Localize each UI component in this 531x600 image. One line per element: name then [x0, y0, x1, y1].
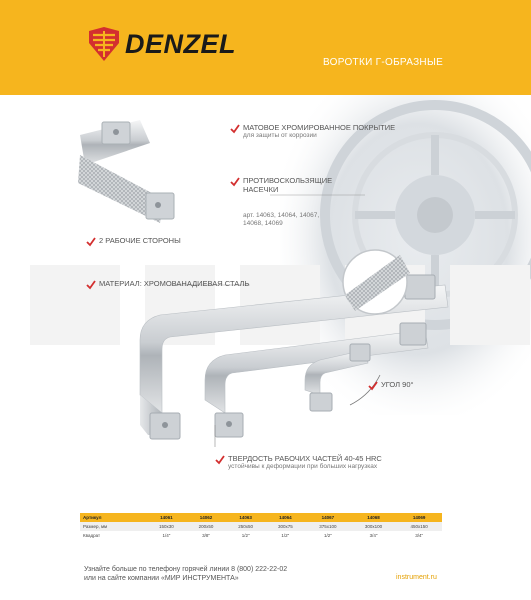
table-header-cell: 14068: [367, 515, 380, 520]
table-cell: 1/2": [281, 533, 290, 538]
feature-hardness-subtitle: устойчивы к деформации при больших нагрузках: [228, 463, 378, 470]
table-header-cell: 14067: [321, 515, 335, 520]
table-header-cell: 14063: [239, 515, 252, 520]
table-header-cell: 14061: [160, 515, 173, 520]
check-icon: [86, 280, 96, 290]
table-header-cell: 14062: [199, 515, 213, 520]
contact-line-company: или на сайте компании «МИР ИНСТРУМЕНТА»: [84, 575, 239, 582]
check-icon: [368, 381, 378, 391]
table-cell: Квадрат: [83, 533, 101, 538]
denzel-logo-icon: [89, 27, 119, 61]
knurl-articles-line-1: арт. 14063, 14064, 14067,: [243, 212, 320, 219]
table-cell: 1/4": [162, 533, 171, 538]
feature-knurl-title-2: НАСЕЧКИ: [243, 185, 279, 194]
table-cell: Размер, мм: [83, 524, 108, 529]
feature-knurl-articles: [243, 212, 319, 228]
table-cell: 300х100: [364, 524, 383, 529]
header-bar: [0, 0, 531, 95]
closeup-knurled-end: [78, 155, 174, 223]
table-cell: 3/4": [369, 533, 378, 538]
check-icon: [86, 237, 96, 247]
knurl-articles-line-2: 14068, 14069: [243, 220, 283, 227]
table-cell: 300х75: [277, 524, 293, 529]
table-cell: 3/4": [415, 533, 424, 538]
feature-sides: [86, 236, 181, 247]
table-row: [80, 522, 442, 531]
feature-sides-label: 2 РАБОЧИЕ СТОРОНЫ: [99, 236, 181, 245]
feature-hardness: [215, 454, 382, 471]
feature-knurl-title-1: ПРОТИВОСКОЛЬЗЯЩИЕ: [243, 176, 333, 185]
table-row: [80, 531, 442, 540]
product-tools-illustration: [0, 95, 531, 505]
feature-material: [86, 279, 249, 290]
table-header-cell: Артикул: [83, 515, 102, 520]
feature-angle-label: УГОЛ 90°: [381, 380, 414, 389]
page-title: ВОРОТКИ Г-ОБРАЗНЫЕ: [323, 57, 444, 68]
spec-table-header-row: [80, 513, 442, 522]
table-cell: 150х30: [159, 524, 174, 529]
check-icon: [215, 455, 225, 465]
feature-hardness-title: ТВЕРДОСТЬ РАБОЧИХ ЧАСТЕЙ 40-45 HRC: [228, 454, 382, 463]
table-cell: 1/2": [324, 533, 332, 538]
feature-material-label: МАТЕРИАЛ: ХРОМОВАНАДИЕВАЯ СТАЛЬ: [99, 279, 250, 288]
table-cell: 450х150: [410, 524, 428, 529]
table-cell: 200х50: [198, 524, 214, 529]
table-cell: 3/8": [202, 533, 210, 538]
table-cell: 375х100: [319, 524, 337, 529]
table-cell: 1/2": [241, 533, 250, 538]
table-cell: 250х50: [238, 524, 254, 529]
product-hero: [0, 95, 531, 505]
closeup-square-end: [80, 120, 150, 165]
feature-chrome-title: МАТОВОЕ ХРОМИРОВАННОЕ ПОКРЫТИЕ: [243, 123, 396, 132]
brand-name: DENZEL: [125, 28, 236, 59]
feature-angle: [368, 380, 414, 391]
check-icon: [230, 177, 240, 187]
feature-knurl: [230, 176, 332, 194]
table-header-cell: 14064: [279, 515, 292, 520]
brand-logo: [89, 27, 236, 61]
feature-chrome: [230, 123, 395, 140]
table-header-cell: 14069: [412, 515, 426, 520]
check-icon: [230, 124, 240, 134]
feature-chrome-subtitle: для защиты от коррозии: [243, 132, 317, 139]
contact-line-phone: Узнайте больше по телефону горячей линии 8 (800) 222-22-02: [84, 566, 288, 573]
website-link[interactable]: instrument.ru: [396, 574, 437, 581]
spec-table: [80, 513, 442, 540]
contact-info: [84, 565, 287, 583]
